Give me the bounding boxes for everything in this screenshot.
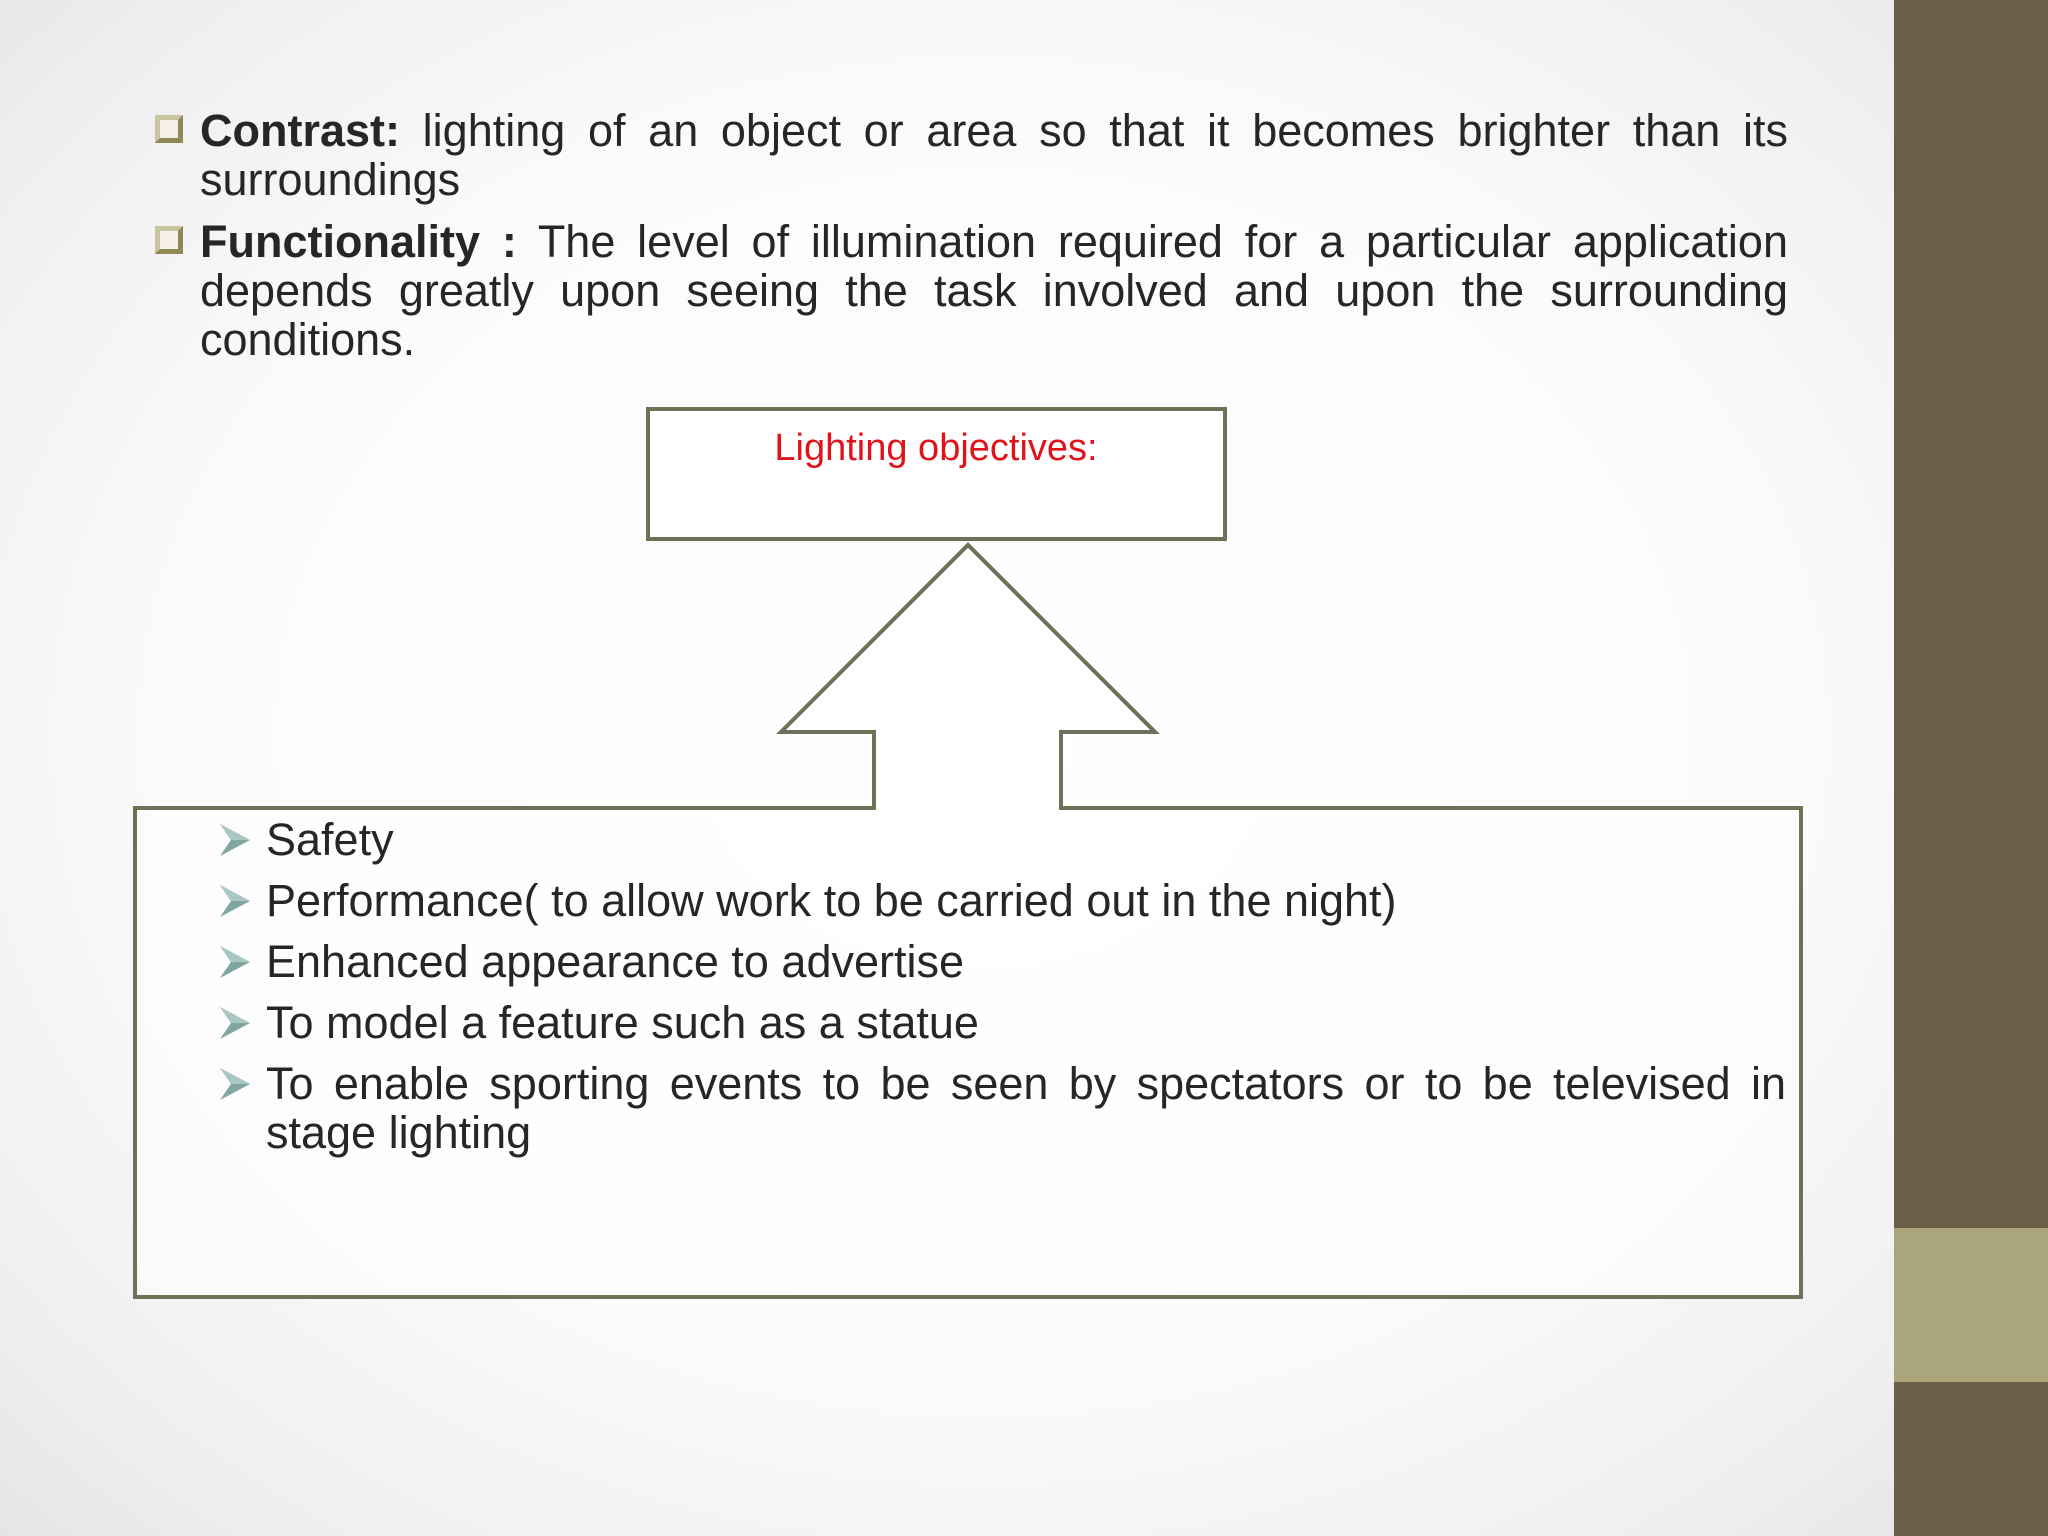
list-item-text: Enhanced appearance to advertise — [266, 936, 965, 987]
arrowhead-bullet-icon — [218, 1005, 252, 1041]
bullet-text: The level of illumination required for a particular application depends greatly upon seeing the task involved and upon the surrounding conditions. — [200, 216, 1788, 365]
objectives-list — [218, 815, 1786, 1169]
arrowhead-bullet-icon — [218, 1066, 252, 1102]
list-item — [218, 876, 1786, 925]
list-item — [218, 1059, 1786, 1157]
arrowhead-bullet-icon — [218, 883, 252, 919]
bullet-term: Functionality : — [200, 216, 517, 267]
list-item-text: To model a feature such as a statue — [266, 997, 979, 1048]
list-item-text: To enable sporting events to be seen by spectators or to be televised in stage lighting — [266, 1058, 1786, 1158]
list-item-text: Safety — [266, 814, 394, 865]
list-item — [218, 937, 1786, 986]
list-item-text: Performance( to allow work to be carried out in the night) — [266, 875, 1397, 926]
arrowhead-bullet-icon — [218, 822, 252, 858]
bullet-term: Contrast: — [200, 105, 400, 156]
arrowhead-bullet-icon — [218, 944, 252, 980]
diagram-title: Lighting objectives: — [774, 427, 1098, 469]
bullet-text: lighting of an object or area so that it becomes brighter than its surroundings — [200, 105, 1788, 205]
list-item — [218, 815, 1786, 864]
list-item — [218, 998, 1786, 1047]
